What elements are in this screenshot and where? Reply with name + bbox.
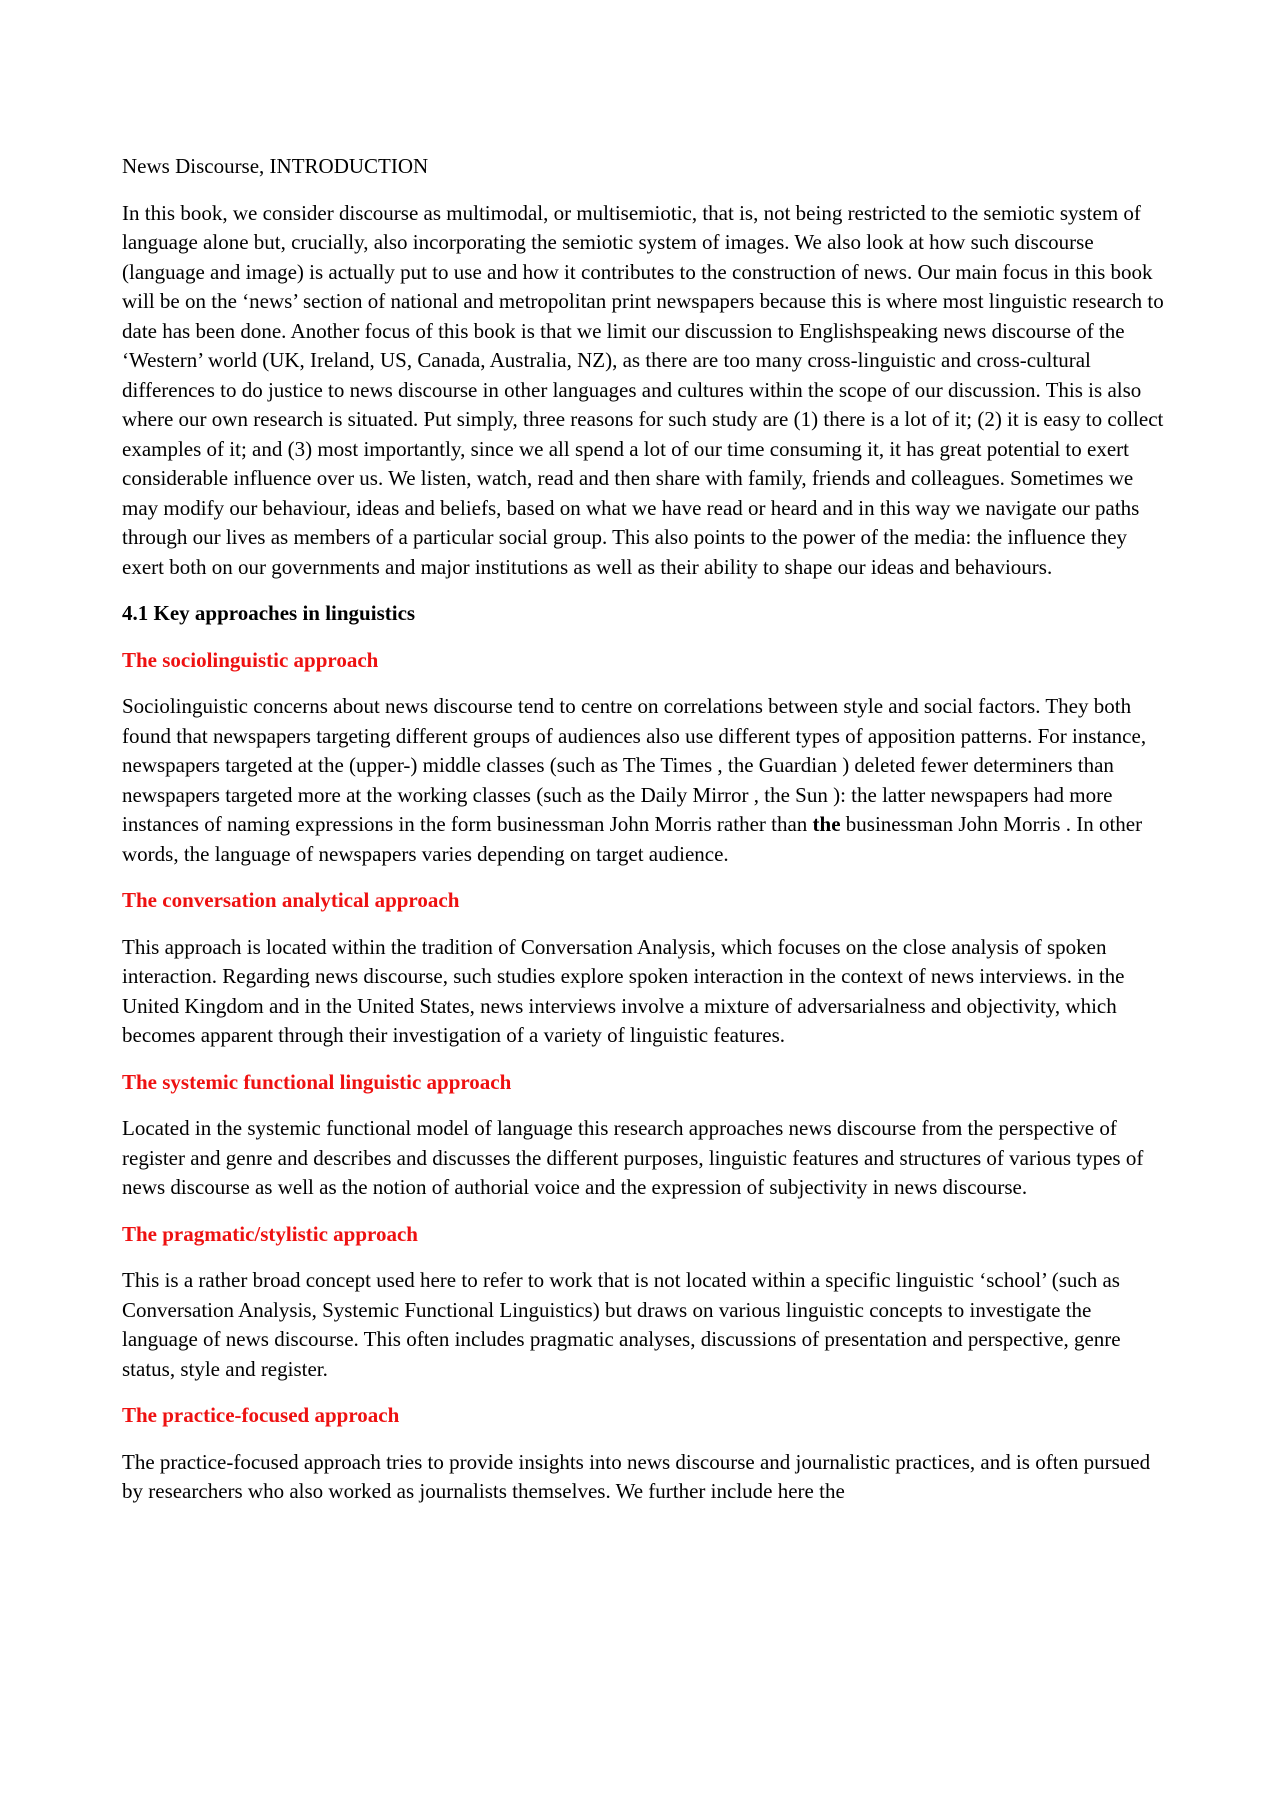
section-heading: 4.1 Key approaches in linguistics [122, 601, 416, 625]
practice-paragraph: The practice-focused approach tries to provide insights into news discourse and journalistic practices, and is often pursued by researchers who also worked as journalists themselves. We further include here the [122, 1449, 1151, 1503]
document-title: News Discourse, INTRODUCTION [122, 154, 429, 178]
pragmatic-paragraph: This is a rather broad concept used here to refer to work that is not located within a specific linguistic ‘school’ (such as Conversation Analysis, Systemic Functional Linguistics) but draws on various linguistic concepts to investigate the language of news discourse. This often includes pragmatic analyses, discussions of presentation and perspective, genre status, style and register. [122, 1268, 1121, 1381]
conversation-heading: The conversation analytical approach [122, 888, 460, 912]
sociolinguistic-paragraph [122, 692, 1168, 869]
sociolinguistic-text-before: Sociolinguistic concerns about news discourse tend to centre on correlations between style and social factors. They both found that newspapers targeting different groups of audiences also use different types of apposition patterns. For instance, newspapers targeted at the (upper-) middle classes (such as The Times , the Guardian ) deleted fewer determiners than newspapers targeted more at the working classes (such as the Daily Mirror , the Sun ): the latter newspapers had more instances of naming expressions in the form businessman John Morris rather than [122, 694, 1147, 836]
intro-paragraph: In this book, we consider discourse as multimodal, or multisemiotic, that is, not being restricted to the semiotic system of language alone but, crucially, also incorporating the semiotic system of images. We also look at how such discourse (language and image) is actually put to use and how it contributes to the construction of news. Our main focus in this book will be on the ‘news’ section of national and metropolitan print newspapers because this is where most linguistic research to date has been done. Another focus of this book is that we limit our discussion to Englishspeaking news discourse of the ‘Western’ world (UK, Ireland, US, Canada, Australia, NZ), as there are too many cross-linguistic and cross-cultural differences to do justice to news discourse in other languages and cultures within the scope of our discussion. This is also where our own research is situated. Put simply, three reasons for such study are (1) there is a lot of it; (2) it is easy to collect examples of it; and (3) most importantly, since we all spend a lot of our time consuming it, it has great potential to exert considerable influence over us. We listen, watch, read and then share with family, friends and colleagues. Sometimes we may modify our behaviour, ideas and beliefs, based on what we have read or heard and in this way we navigate our paths through our lives as members of a particular social group. This also points to the power of the media: the influence they exert both on our governments and major institutions as well as their ability to shape our ideas and behaviours. [122, 200, 1164, 579]
sociolinguistic-bold-word: the [812, 812, 841, 836]
sociolinguistic-heading: The sociolinguistic approach [122, 647, 379, 672]
practice-heading: The practice-focused approach [122, 1403, 400, 1427]
pragmatic-heading: The pragmatic/stylistic approach [122, 1221, 418, 1246]
sociolinguistic-text-after: businessman John Morris . In other words, the language of newspapers varies depending on target audience. [122, 812, 1143, 866]
document-page [122, 152, 1168, 1524]
systemic-paragraph: Located in the systemic functional model of language this research approaches news discourse from the perspective of register and genre and describes and discusses the different purposes, linguistic features and structures of various types of news discourse as well as the notion of authorial voice and the expression of subjectivity in news discourse. [122, 1116, 1144, 1199]
conversation-paragraph: This approach is located within the tradition of Conversation Analysis, which focuses on the close analysis of spoken interaction. Regarding news discourse, such studies explore spoken interaction in the context of news interviews. in the United Kingdom and in the United States, news interviews involve a mixture of adversarialness and objectivity, which becomes apparent through their investigation of a variety of linguistic features. [122, 934, 1125, 1047]
systemic-heading: The systemic functional linguistic approach [122, 1069, 512, 1094]
